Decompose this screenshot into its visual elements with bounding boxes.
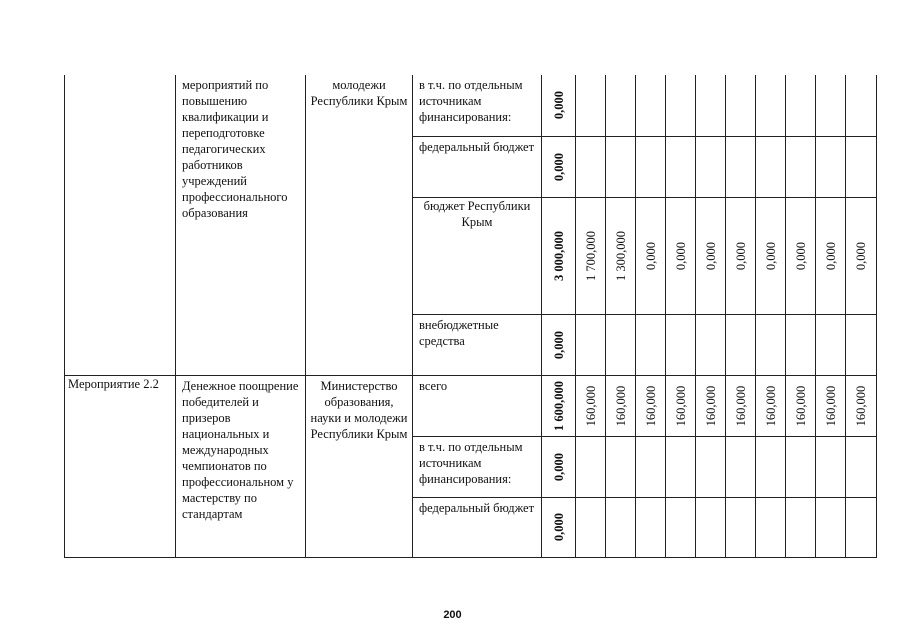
funding-source-cell xyxy=(413,314,542,375)
funding-source-cell-text: внебюджетные средства xyxy=(419,317,499,348)
year-amount-cell-value: 1 300,000 xyxy=(613,230,628,281)
year-amount-cell-value: 0,000 xyxy=(823,241,838,270)
year-amount-cell xyxy=(666,497,696,557)
year-amount-cell xyxy=(666,314,696,375)
funding-source-cell xyxy=(413,197,542,314)
year-amount-cell-value: 160,000 xyxy=(703,385,718,426)
year-amount-cell xyxy=(576,375,606,436)
year-amount-cell xyxy=(846,197,877,314)
year-amount-cell xyxy=(786,314,816,375)
year-amount-cell xyxy=(846,75,877,136)
year-amount-cell xyxy=(666,75,696,136)
year-amount-cell-value: 0,000 xyxy=(643,241,658,270)
total-amount-cell xyxy=(542,197,576,314)
year-amount-cell xyxy=(816,136,846,197)
year-amount-cell xyxy=(636,75,666,136)
year-amount-cell xyxy=(606,75,636,136)
year-amount-cell xyxy=(816,75,846,136)
event-name-cell xyxy=(176,75,306,375)
year-amount-cell xyxy=(696,75,726,136)
total-amount-cell-value: 0,000 xyxy=(551,152,566,181)
year-amount-cell xyxy=(636,136,666,197)
year-amount-cell-value: 0,000 xyxy=(733,241,748,270)
year-amount-cell xyxy=(726,314,756,375)
year-amount-cell xyxy=(786,197,816,314)
funding-source-cell xyxy=(413,436,542,497)
year-amount-cell xyxy=(756,314,786,375)
year-amount-cell xyxy=(636,375,666,436)
year-amount-cell xyxy=(606,136,636,197)
year-amount-cell xyxy=(846,436,877,497)
funding-source-cell xyxy=(413,136,542,197)
year-amount-cell xyxy=(816,497,846,557)
year-amount-cell xyxy=(846,314,877,375)
year-amount-cell-value: 0,000 xyxy=(763,241,778,270)
year-amount-cell xyxy=(756,497,786,557)
table-row xyxy=(65,375,877,436)
year-amount-cell xyxy=(726,375,756,436)
year-amount-cell xyxy=(816,375,846,436)
year-amount-cell-value: 160,000 xyxy=(643,385,658,426)
financing-table xyxy=(64,75,877,558)
year-amount-cell xyxy=(606,497,636,557)
year-amount-cell xyxy=(846,375,877,436)
year-amount-cell-value: 160,000 xyxy=(854,385,868,426)
year-amount-cell-value: 1 700,000 xyxy=(583,230,598,281)
total-amount-cell xyxy=(542,314,576,375)
funding-source-cell-text: в т.ч. по отдельным источникам финансирования: xyxy=(419,78,523,124)
year-amount-cell xyxy=(636,197,666,314)
total-amount-cell xyxy=(542,75,576,136)
year-amount-cell-value: 0,000 xyxy=(793,241,808,270)
year-amount-cell-value: 160,000 xyxy=(613,385,628,426)
executor-cell-text: молодежи Республики Крым xyxy=(310,78,408,108)
year-amount-cell xyxy=(696,436,726,497)
total-amount-cell-value: 0,000 xyxy=(551,330,566,359)
year-amount-cell xyxy=(756,436,786,497)
year-amount-cell xyxy=(756,75,786,136)
year-amount-cell xyxy=(786,136,816,197)
total-amount-cell-value: 1 600,000 xyxy=(551,380,566,431)
year-amount-cell xyxy=(846,497,877,557)
year-amount-cell-value: 160,000 xyxy=(763,385,778,426)
year-amount-cell xyxy=(756,197,786,314)
year-amount-cell xyxy=(606,375,636,436)
year-amount-cell xyxy=(666,136,696,197)
funding-source-cell xyxy=(413,75,542,136)
total-amount-cell-value: 3 000,000 xyxy=(551,230,566,281)
total-amount-cell xyxy=(542,497,576,557)
year-amount-cell xyxy=(666,197,696,314)
year-amount-cell xyxy=(786,75,816,136)
year-amount-cell xyxy=(636,497,666,557)
year-amount-cell xyxy=(726,497,756,557)
year-amount-cell xyxy=(816,197,846,314)
funding-source-cell-text: федеральный бюджет xyxy=(419,500,535,515)
year-amount-cell xyxy=(636,314,666,375)
executor-cell xyxy=(306,375,413,557)
year-amount-cell xyxy=(576,136,606,197)
year-amount-cell xyxy=(696,197,726,314)
year-amount-cell-value: 0,000 xyxy=(673,241,688,270)
year-amount-cell-value: 160,000 xyxy=(733,385,748,426)
year-amount-cell xyxy=(696,314,726,375)
year-amount-cell xyxy=(576,75,606,136)
year-amount-cell xyxy=(816,436,846,497)
year-amount-cell xyxy=(726,197,756,314)
year-amount-cell xyxy=(756,375,786,436)
funding-source-cell-text: в т.ч. по отдельным источникам финансирования: xyxy=(419,439,523,486)
total-amount-cell-value: 0,000 xyxy=(551,452,566,481)
total-amount-cell xyxy=(542,375,576,436)
year-amount-cell-value: 160,000 xyxy=(583,385,598,426)
year-amount-cell-value: 0,000 xyxy=(703,241,718,270)
event-name-cell-text: мероприятий по повышению квалификации и переподготовке педагогических работников учреждений профессионального образования xyxy=(182,78,288,220)
table-row xyxy=(65,75,877,136)
year-amount-cell-value: 160,000 xyxy=(673,385,688,426)
year-amount-cell xyxy=(666,436,696,497)
year-amount-cell xyxy=(636,436,666,497)
year-amount-cell xyxy=(606,197,636,314)
year-amount-cell xyxy=(846,136,877,197)
year-amount-cell xyxy=(816,314,846,375)
year-amount-cell xyxy=(576,436,606,497)
year-amount-cell xyxy=(696,375,726,436)
event-name-cell-text: Денежное поощрение победителей и призеров национальных и международных чемпионатов по профессиональном у мастерству по стандартам xyxy=(182,378,299,521)
total-amount-cell xyxy=(542,436,576,497)
year-amount-cell xyxy=(606,436,636,497)
event-id-cell xyxy=(65,75,176,375)
funding-source-cell xyxy=(413,497,542,557)
executor-cell xyxy=(306,75,413,375)
year-amount-cell xyxy=(576,497,606,557)
funding-source-cell xyxy=(413,375,542,436)
year-amount-cell xyxy=(606,314,636,375)
year-amount-cell xyxy=(696,497,726,557)
funding-source-cell-text: бюджет Республики Крым xyxy=(423,198,531,229)
year-amount-cell xyxy=(726,436,756,497)
event-name-cell xyxy=(176,375,306,557)
year-amount-cell xyxy=(726,75,756,136)
year-amount-cell xyxy=(756,136,786,197)
year-amount-cell xyxy=(576,197,606,314)
total-amount-cell-value: 0,000 xyxy=(551,91,566,120)
year-amount-cell xyxy=(666,375,696,436)
total-amount-cell xyxy=(542,136,576,197)
page-number: 200 xyxy=(443,609,462,621)
year-amount-cell xyxy=(786,436,816,497)
year-amount-cell xyxy=(726,136,756,197)
event-id-cell-text: Мероприятие 2.2 xyxy=(68,376,159,391)
funding-source-cell-text: всего xyxy=(419,378,448,393)
year-amount-cell xyxy=(786,497,816,557)
year-amount-cell-value: 0,000 xyxy=(854,241,868,270)
year-amount-cell xyxy=(786,375,816,436)
year-amount-cell-value: 160,000 xyxy=(793,385,808,426)
total-amount-cell-value: 0,000 xyxy=(551,512,566,542)
funding-source-cell-text: федеральный бюджет xyxy=(419,139,535,154)
year-amount-cell xyxy=(696,136,726,197)
year-amount-cell xyxy=(576,314,606,375)
event-id-cell xyxy=(65,375,176,557)
executor-cell-text: Министерство образования, науки и молодежи Республики Крым xyxy=(310,378,408,441)
year-amount-cell-value: 160,000 xyxy=(823,385,838,426)
